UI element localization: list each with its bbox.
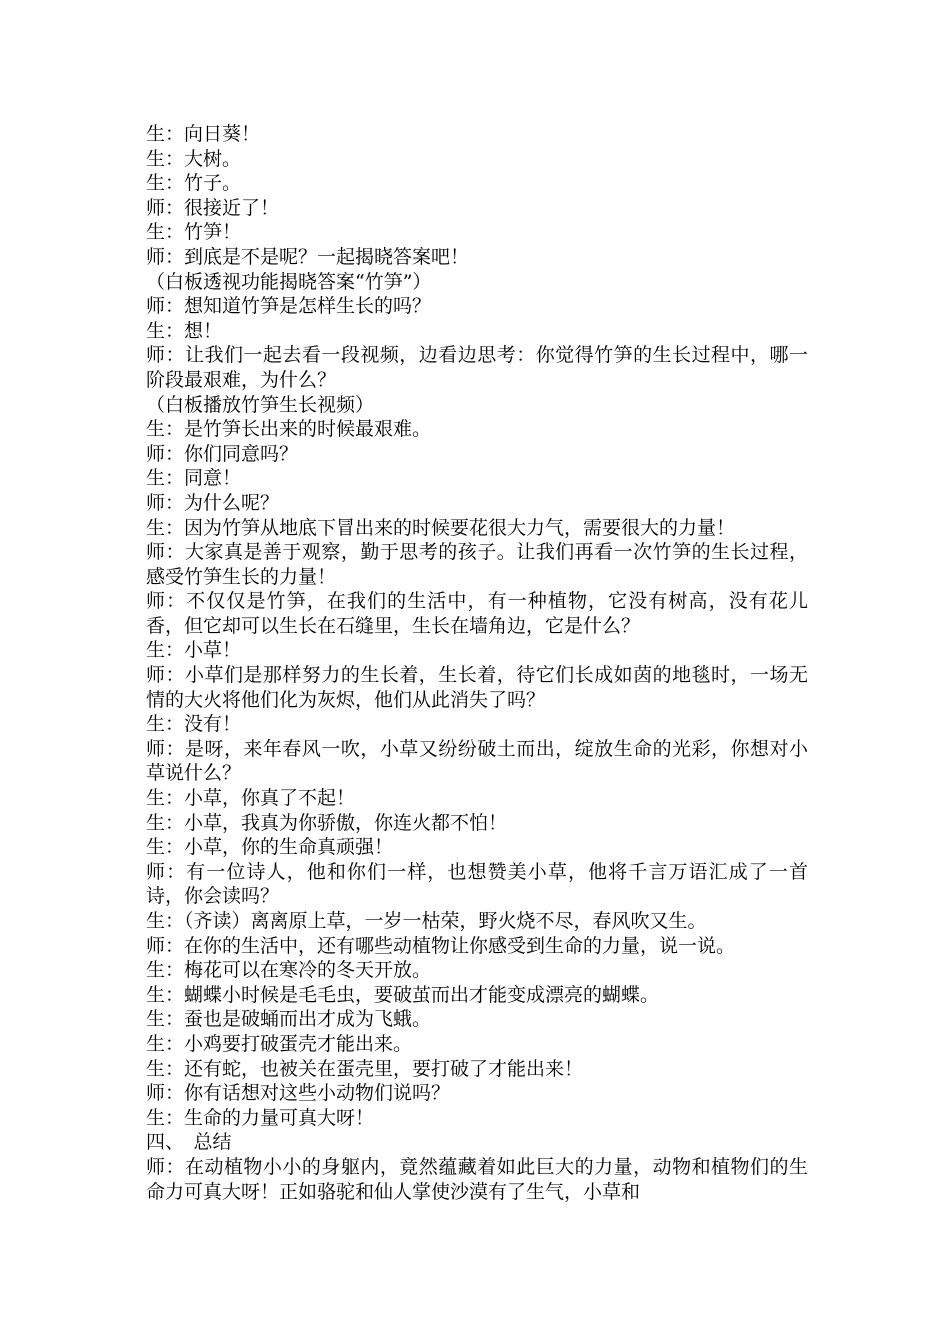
paragraph: 生：竹子。: [146, 172, 242, 195]
paragraph: 师：想知道竹笋是怎样生长的吗？: [146, 295, 432, 318]
paragraph: 生：小草，你的生命真顽强！: [146, 836, 394, 859]
paragraph: 师：为什么呢？: [146, 491, 280, 514]
paragraph: 生：小鸡要打破蛋壳才能出来。: [146, 1032, 413, 1055]
paragraph: 生：因为竹笋从地底下冒出来的时候要花很大力气，需要很大的力量！: [146, 516, 736, 539]
section-heading: 四、 总结: [146, 1131, 232, 1154]
paragraph: 师：在动植物小小的身躯内，竟然蕴藏着如此巨大的力量，动物和植物们的生命力可真大呀！正如骆驼和仙人掌使沙漠有了生气，小草和: [146, 1155, 808, 1203]
paragraph: 师：大家真是善于观察，勤于思考的孩子。让我们再看一次竹笋的生长过程，感受竹笋生长的力量！: [146, 541, 808, 588]
paragraph: 师：很接近了！: [146, 196, 280, 219]
paragraph: 生：同意！: [146, 467, 242, 490]
paragraph: 生：蚕也是破蛹而出才成为飞蛾。: [146, 1008, 432, 1031]
paragraph: 生：还有蛇，也被关在蛋壳里，要打破了才能出来！: [146, 1057, 584, 1080]
paragraph: 师：是呀，来年春风一吹，小草又纷纷破土而出，绽放生命的光彩，你想对小草说什么？: [146, 737, 808, 785]
paragraph: 生：向日葵！: [146, 123, 261, 145]
paragraph: 生：蝴蝶小时候是毛毛虫，要破茧而出才能变成漂亮的蝴蝶。: [146, 983, 660, 1006]
paragraph: 生：是竹笋长出来的时候最艰难。: [146, 418, 432, 441]
paragraph: 师：有一位诗人，他和你们一样，也想赞美小草，他将千言万语汇成了一首诗，你会读吗？: [146, 860, 808, 908]
paragraph: 生：梅花可以在寒冷的冬天开放。: [146, 959, 432, 982]
paragraph: 师：让我们一起去看一段视频，边看边思考：你觉得竹笋的生长过程中，哪一阶段最艰难，为什么？: [146, 344, 808, 391]
paragraph: 生：大树。: [146, 147, 242, 170]
paragraph: 师：你们同意吗？: [146, 442, 299, 465]
paragraph: 生：小草，你真了不起！: [146, 787, 356, 810]
paragraph: 生：生命的力量可真大呀！: [146, 1106, 375, 1129]
paragraph: 师：不仅仅是竹笋，在我们的生活中，有一种植物，它没有树高，没有花儿香，但它却可以生长在石缝里，生长在墙角边，它是什么？: [146, 590, 808, 637]
stage-direction: （白板透视功能揭晓答案“竹笋”）: [146, 270, 432, 293]
paragraph: 生：小草！: [146, 639, 242, 662]
paragraph: 师：到底是不是呢？一起揭晓答案吧！: [146, 245, 470, 268]
paragraph: 生：竹笋！: [146, 221, 242, 244]
paragraph: 师：小草们是那样努力的生长着，生长着，待它们长成如茵的地毯时，一场无情的大火将他们化为灰烬，他们从此消失了吗？: [146, 664, 808, 711]
paragraph: 生：想！: [146, 319, 223, 342]
paragraph: 生：（齐读）离离原上草，一岁一枯荣，野火烧不尽，春风吹又生。: [146, 910, 707, 932]
lesson-transcript: [146, 122, 808, 1204]
paragraph: 生：没有！: [146, 713, 242, 736]
paragraph: 生：小草，我真为你骄傲，你连火都不怕！: [146, 811, 508, 834]
paragraph: 师：在你的生活中，还有哪些动植物让你感受到生命的力量，说一说。: [146, 934, 736, 957]
paragraph: 师：你有话想对这些小动物们说吗？: [146, 1082, 451, 1105]
stage-direction: （白板播放竹笋生长视频）: [146, 393, 375, 416]
